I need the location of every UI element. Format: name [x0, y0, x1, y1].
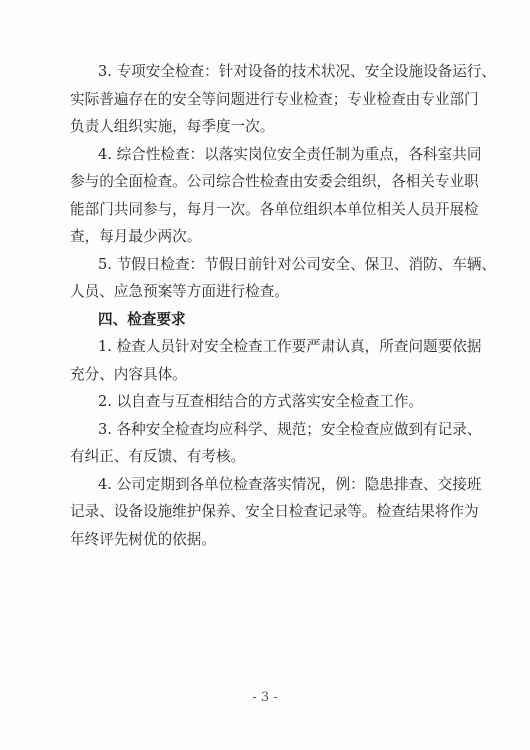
text-line: 参与的全面检查。公司综合性检查由安委会组织，各相关专业职: [70, 173, 479, 190]
text-line: 年终评先树优的依据。: [70, 530, 216, 548]
paragraph-special-inspection: [70, 58, 497, 141]
text-line: 记录、设备设施维护保养、安全日检查记录等。检查结果将作为: [70, 503, 479, 520]
text-line: 4. 公司定期到各单位检查落实情况，例：隐患排查、交接班: [98, 475, 482, 493]
page-number: - 3 -: [252, 690, 278, 705]
text-line: 能部门共同参与，每月一次。各单位组织本单位相关人员开展检: [70, 200, 479, 218]
text-line: 4. 综合性检查：以落实岗位安全责任制为重点，各科室共同: [98, 145, 482, 163]
requirement-item: [70, 388, 462, 416]
section-heading: 四、检查要求: [98, 310, 186, 328]
text-line: 负责人组织实施，每季度一次。: [70, 118, 275, 135]
requirement-item: [70, 471, 482, 554]
requirement-item: [70, 333, 482, 388]
text-line: 查，每月最少两次。: [70, 228, 202, 245]
text-line: 充分、内容具体。: [70, 365, 187, 383]
text-line: 实际普遍存在的安全等问题进行专业检查；专业检查由专业部门: [70, 90, 479, 108]
text-line: 3. 专项安全检查：针对设备的技术状况、安全设施设备运行、: [98, 63, 497, 80]
paragraph-holiday-inspection: [70, 251, 497, 306]
document-body: [70, 58, 497, 553]
text-line: 有纠正、有反馈、有考核。: [70, 448, 246, 465]
text-line: 2. 以自查与互查相结合的方式落实安全检查工作。: [98, 393, 424, 410]
text-line: 1. 检查人员针对安全检查工作要严肃认真，所查问题要依据: [98, 338, 482, 355]
text-line: 人员、应急预案等方面进行检查。: [70, 283, 289, 300]
text-line: 3. 各种安全检查均应科学、规范；安全检查应做到有记录、: [98, 420, 482, 438]
text-line: 5. 节假日检查：节假日前针对公司安全、保卫、消防、车辆、: [98, 255, 497, 273]
requirement-item: [70, 416, 482, 471]
paragraph-comprehensive-inspection: [70, 141, 482, 251]
